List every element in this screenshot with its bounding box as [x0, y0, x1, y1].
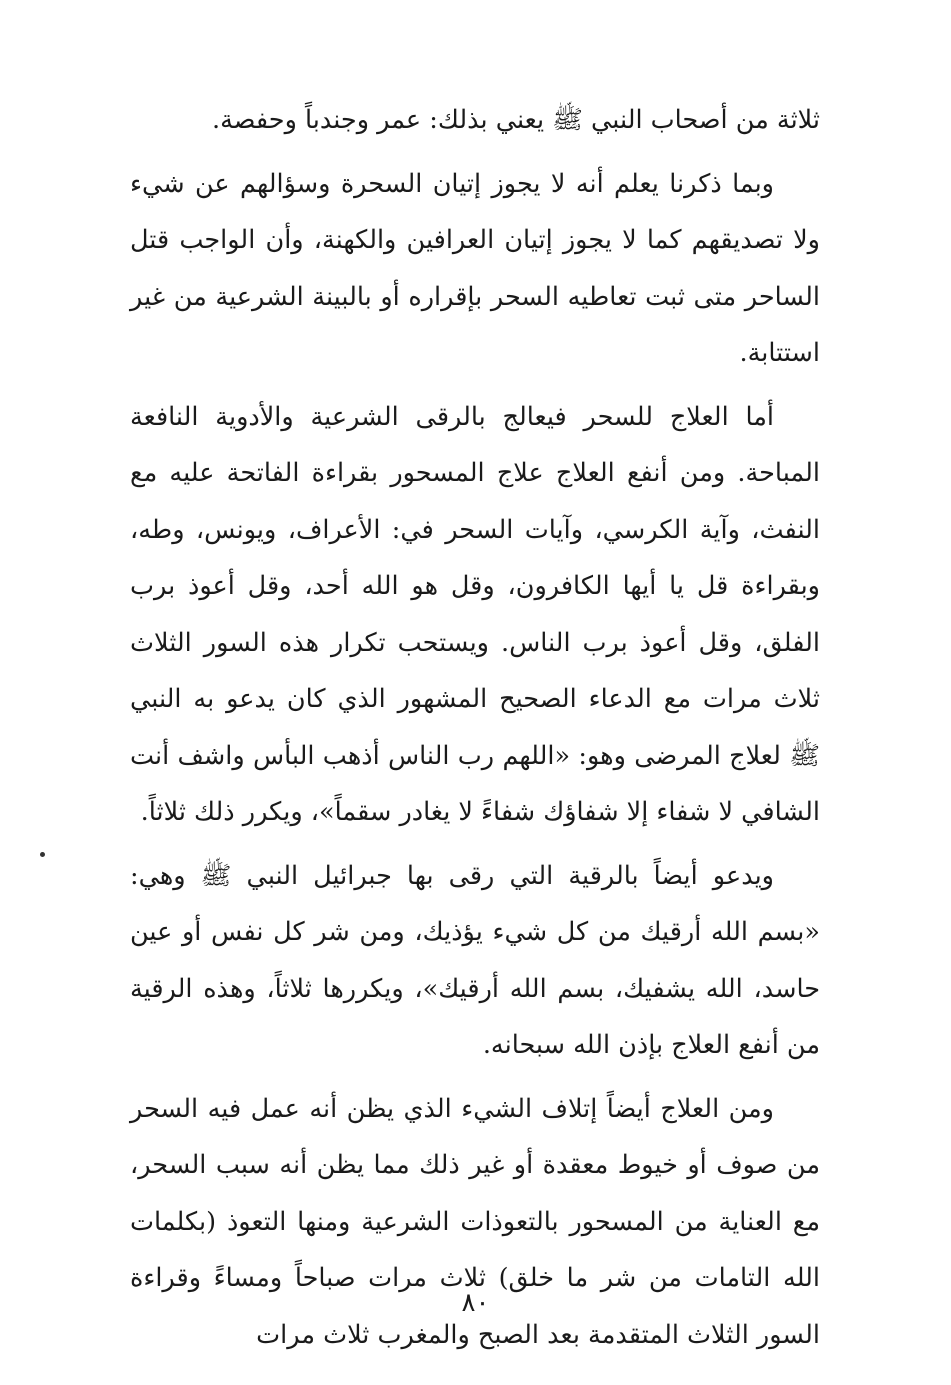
paragraph-1: ثلاثة من أصحاب النبي ﷺ يعني بذلك: عمر وجندباً وحفصة. — [212, 105, 820, 135]
page-body — [130, 92, 820, 1370]
margin-mark — [40, 852, 45, 857]
paragraph-4: ويدعو أيضاً بالرقية التي رقى بها جبرائيل النبي ﷺ وهي: «بسم الله أرقيك من كل شيء يؤذيك، ومن شر كل نفس أو عين حاسد، الله يشفيك، بسم الله أرقيك»، ويكررها ثلاثاً، وهذه الرقية من أنفع العلاج بإذن الله سبحانه. — [130, 860, 820, 1060]
paragraph-3: أما العلاج للسحر فيعالج بالرقى الشرعية والأدوية النافعة المباحة. ومن أنفع العلاج علاج المسحور بقراءة الفاتحة عليه مع النفث، وآية الكرسي، وآيات السحر في: الأعراف، ويونس، وطه، وبقراءة قل يا أيها الكافرون، وقل هو الله أحد، وقل أعوذ برب الفلق، وقل أعوذ برب الناس. ويستحب تكرار هذه السور الثلاث ثلاث مرات مع الدعاء الصحيح المشهور الذي كان يدعو به النبي ﷺ لعلاج المرضى وهو: «اللهم رب الناس أذهب البأس واشف أنت الشافي لا شفاء إلا شفاؤك شفاءً لا يغادر سقماً»، ويكرر ذلك ثلاثاً. — [130, 401, 820, 827]
paragraph-2: وبما ذكرنا يعلم أنه لا يجوز إتيان السحرة وسؤالهم عن شيء ولا تصديقهم كما لا يجوز إتيان العرافين والكهنة، وأن الواجب قتل الساحر متى ثبت تعاطيه السحر بإقراره أو بالبينة الشرعية من غير استتابة. — [130, 168, 820, 368]
page-number: ٨٠ — [461, 1288, 490, 1318]
paragraph-5: ومن العلاج أيضاً إتلاف الشيء الذي يظن أنه عمل فيه السحر من صوف أو خيوط معقدة أو غير ذلك مما يظن أنه سبب السحر، مع العناية من المسحور بالتعوذات الشرعية ومنها التعوذ (بكلمات الله التامات من شر ما خلق) ثلاث مرات صباحاً ومساءً وقراءة السور الثلاث المتقدمة بعد الصبح والمغرب ثلاث مرات — [130, 1093, 820, 1350]
